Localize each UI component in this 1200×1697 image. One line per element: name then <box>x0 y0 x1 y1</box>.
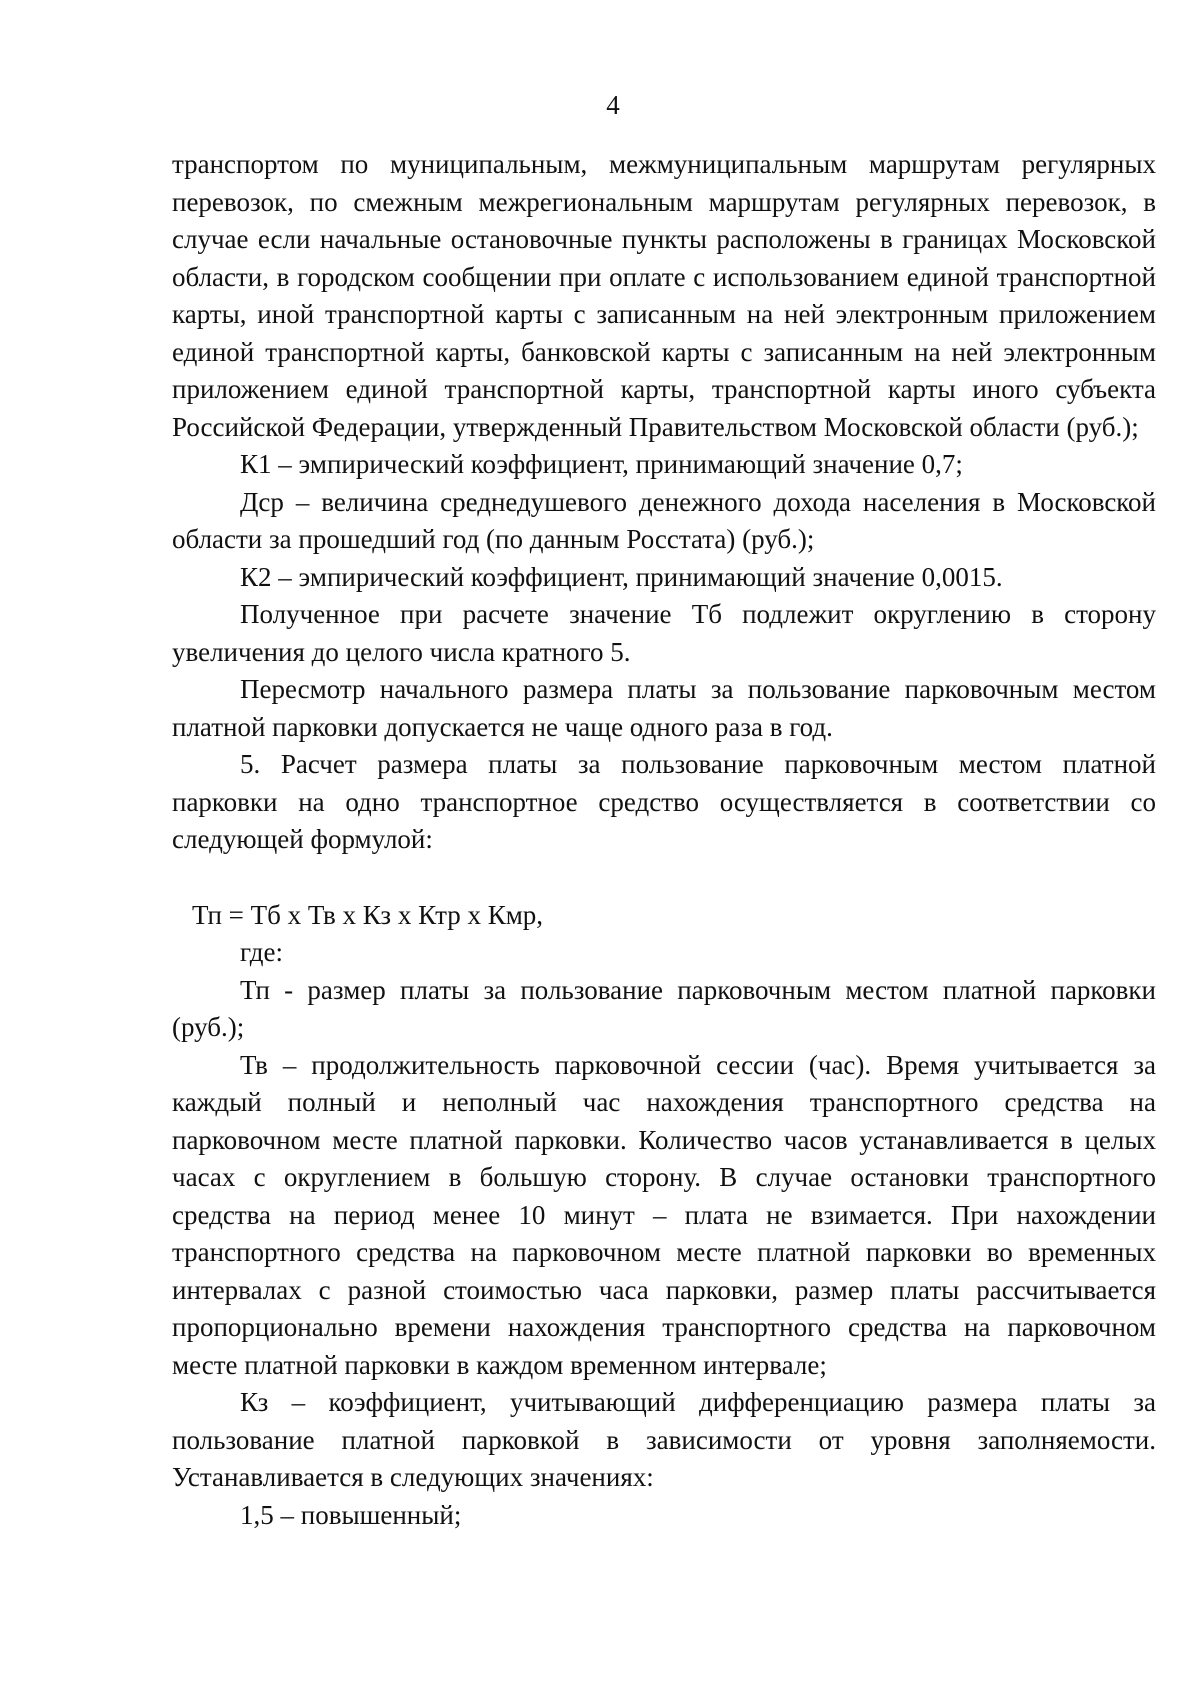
paragraph-kz: Кз – коэффициент, учитывающий дифференциацию размера платы за пользование платной парковкой в зависимости от уровня заполняемости. Устанавливается в следующих значениях: <box>172 1387 1156 1492</box>
paragraph-continuation: транспортом по муниципальным, межмуниципальным маршрутам регулярных перевозок, по смежным межрегиональным маршрутам регулярных перевозок, в случае если начальные остановочные пункты расположены в границах Московской области, в городском сообщении при оплате с использованием единой транспортной карты, иной транспортной карты с записанным на ней электронным приложением единой транспортной карты, банковской карты с записанным на ней электронным приложением единой транспортной карты, транспортной карты иного субъекта Российской Федерации, утвержденный Правительством Московской области (руб.); <box>172 149 1156 442</box>
paragraph-dsr: Дср – величина среднедушевого денежного дохода населения в Московской области за прошедший год (по данным Росстата) (руб.); <box>172 486 1156 554</box>
paragraph-k2: К2 – эмпирический коэффициент, принимающий значение 0,0015. <box>240 561 1003 592</box>
paragraph-kz-value-1: 1,5 – повышенный; <box>240 1499 462 1530</box>
paragraph-rounding: Полученное при расчете значение Тб подлежит округлению в сторону увеличения до целого числа кратного 5. <box>172 599 1156 667</box>
paragraph-tv: Тв – продолжительность парковочной сессии (час). Время учитывается за каждый полный и неполный час нахождения транспортного средства на парковочном месте платной парковки. Количество часов устанавливается в целых часах с округлением в большую сторону. В случае остановки транспортного средства на период менее 10 минут – плата не взимается. При нахождении транспортного средства на парковочном месте платной парковки во временных интервалах с разной стоимостью часа парковки, размер платы рассчитывается пропорционально времени нахождения транспортного средства на парковочном месте платной парковки в каждом временном интервале; <box>172 1049 1156 1380</box>
paragraph-where: где: <box>240 937 283 967</box>
paragraph-tp: Тп - размер платы за пользование парковочным местом платной парковки (руб.); <box>172 974 1156 1042</box>
paragraph-k1: К1 – эмпирический коэффициент, принимающий значение 0,7; <box>240 449 963 479</box>
paragraph-item-5: 5. Расчет размера платы за пользование парковочным местом платной парковки на одно транспортное средство осуществляется в соответствии со следующей формулой: <box>172 749 1156 854</box>
formula: Тп = Тб х Тв х Кз х Ктр х Кмр, <box>192 899 544 930</box>
paragraph-review: Пересмотр начального размера платы за пользование парковочным местом платной парковки допускается не чаще одного раза в год. <box>172 674 1156 742</box>
page-number: 4 <box>606 90 620 120</box>
document-body <box>172 146 1156 1534</box>
